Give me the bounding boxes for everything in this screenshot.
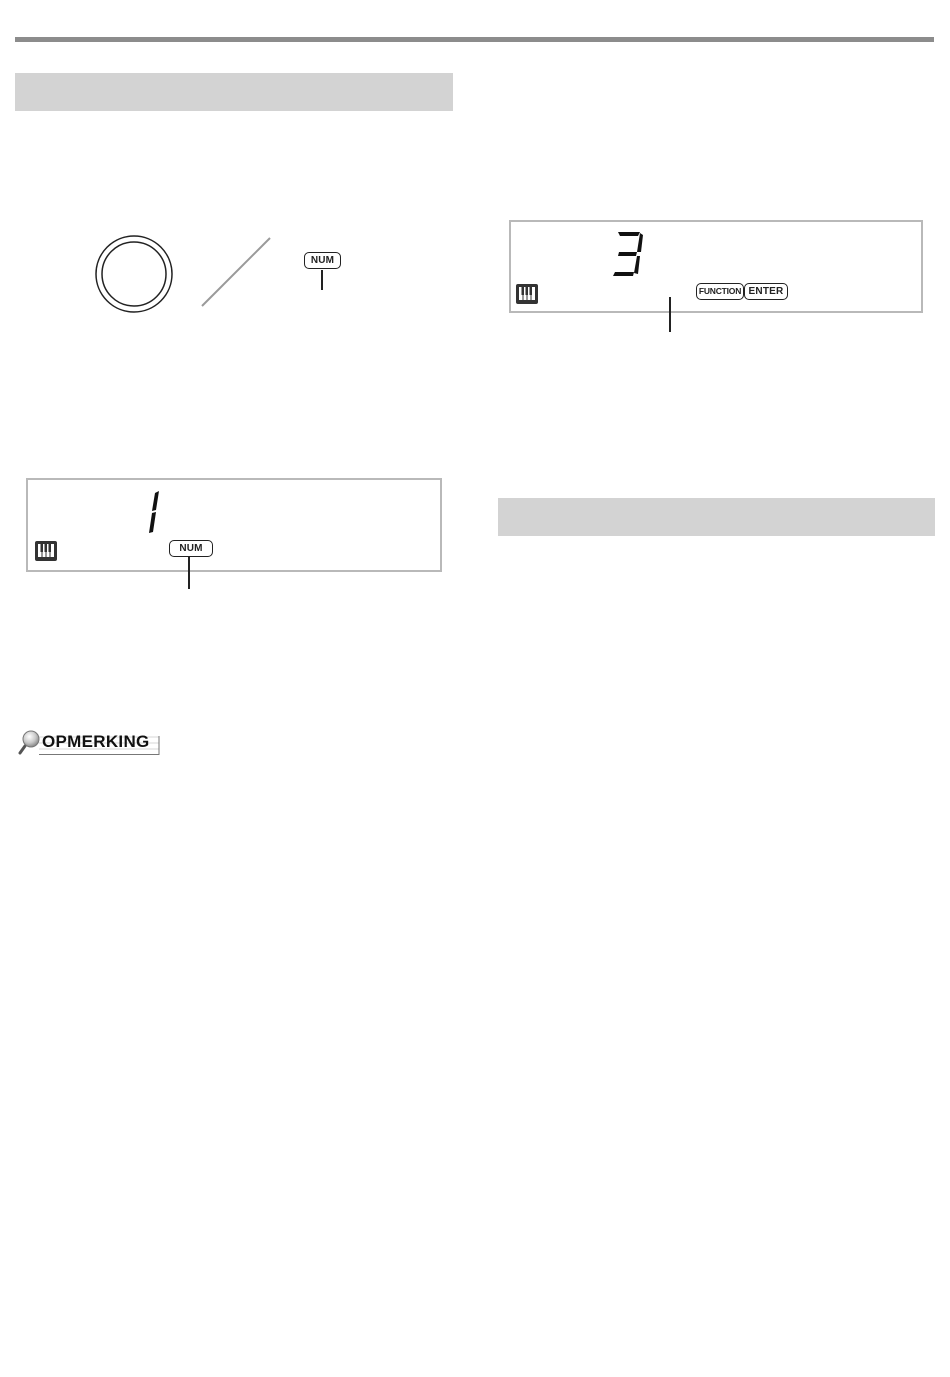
diagonal-slash [200, 236, 272, 313]
indicator-leader-line [188, 557, 190, 589]
num-indicator: NUM [304, 252, 341, 269]
indicator-leader-line [321, 270, 323, 290]
top-rule [15, 37, 934, 42]
note-label: OPMERKING [42, 732, 150, 751]
enter-indicator: ENTER [744, 283, 788, 300]
section-header-left [15, 73, 453, 111]
piano-keyboard-icon [516, 284, 538, 304]
lcd-digit-3 [611, 230, 645, 283]
dial-knob-icon [94, 234, 174, 319]
indicator-leader-line [669, 297, 671, 332]
lcd-digit-1 [134, 490, 164, 539]
num-indicator: NUM [169, 540, 213, 557]
piano-keyboard-icon [35, 541, 57, 561]
lcd-display-2 [509, 220, 923, 313]
lcd-display-1 [26, 478, 442, 572]
function-indicator: FUNCTION [696, 283, 744, 300]
section-header-right [498, 498, 935, 536]
note-heading [17, 730, 162, 757]
